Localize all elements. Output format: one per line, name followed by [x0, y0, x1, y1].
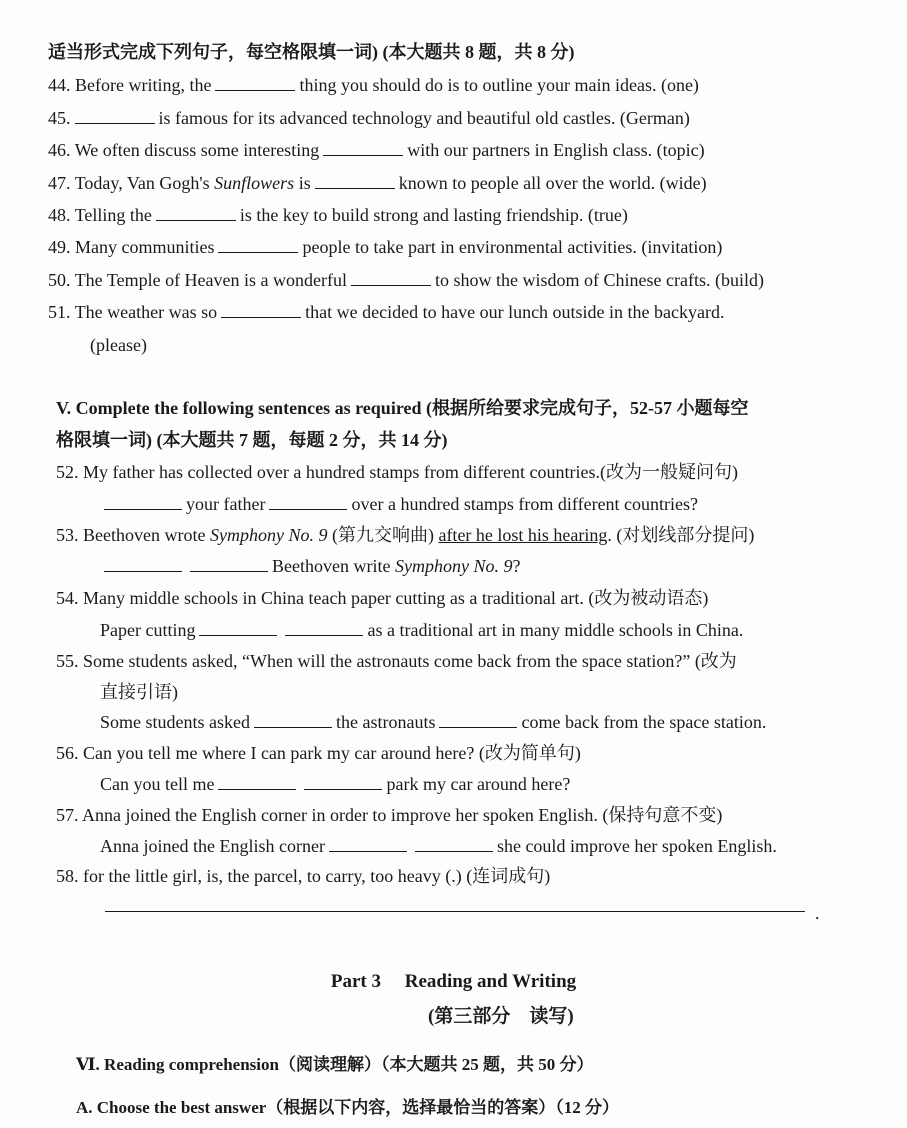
answer-blank[interactable] [415, 835, 493, 852]
answer-blank[interactable] [215, 74, 295, 91]
answer-blank[interactable] [75, 107, 155, 124]
answer-blank[interactable] [323, 139, 403, 156]
question-57-answer: Anna joined the English corner she could improve her spoken English. [100, 836, 777, 856]
question-54: 54. Many middle schools in China teach paper cutting as a traditional art. (改为被动语态) [56, 588, 709, 608]
question-52-answer: your father over a hundred stamps from different countries? [100, 492, 698, 516]
part-3-title: Part 3 Reading and Writing [330, 971, 577, 992]
answer-blank[interactable] [221, 301, 301, 318]
answer-blank[interactable] [104, 555, 182, 572]
question-50: 50. The Temple of Heaven is a wonderful to show the wisdom of Chinese crafts. (build) [48, 270, 764, 290]
section-iv-header: 适当形式完成下列句子，每空格限填一词) (本大题共 8 题，共 8 分) [48, 42, 575, 62]
section-a-header: A. Choose the best answer（根据以下内容，选择最恰当的答案）（12 分） [76, 1098, 620, 1117]
answer-blank[interactable] [199, 619, 277, 636]
question-46: 46. We often discuss some interesting with our partners in English class. (topic) [48, 140, 705, 160]
question-53: 53. Beethoven wrote Symphony No. 9 (第九交响曲) after he lost his hearing. (对划线部分提问) [56, 525, 755, 545]
question-45: 45. is famous for its advanced technology and beautiful old castles. (German) [48, 108, 690, 128]
question-49: 49. Many communities people to take part in environmental activities. (invitation) [48, 237, 723, 257]
answer-blank[interactable] [156, 204, 236, 221]
section-v-header-cont: 格限填一词) (本大题共 7 题，每题 2 分，共 14 分) [56, 430, 448, 450]
question-54-answer: Paper cutting as a traditional art in many middle schools in China. [100, 620, 744, 640]
answer-blank[interactable] [218, 236, 298, 253]
section-vi-header: Ⅵ. Reading comprehension（阅读理解）（本大题共 25 题，共 50 分） [76, 1055, 594, 1074]
question-56: 56. Can you tell me where I can park my car around here? (改为简单句) [56, 743, 581, 763]
answer-blank[interactable] [315, 172, 395, 189]
question-58: 58. for the little girl, is, the parcel, to carry, too heavy (.) (连词成句) [56, 866, 551, 886]
answer-line-period: . [815, 903, 820, 923]
answer-blank[interactable] [329, 835, 407, 852]
question-52: 52. My father has collected over a hundred stamps from different countries.(改为一般疑问句) [56, 462, 738, 482]
question-44: 44. Before writing, the thing you should do is to outline your main ideas. (one) [48, 75, 699, 95]
answer-blank[interactable] [439, 711, 517, 728]
question-51: 51. The weather was so that we decided to have our lunch outside in the backyard. [48, 302, 725, 322]
question-55-cont: 直接引语) [100, 682, 178, 702]
answer-blank[interactable] [190, 555, 268, 572]
answer-blank[interactable] [254, 711, 332, 728]
question-53-answer: Beethoven write Symphony No. 9? [100, 554, 520, 578]
question-55-answer: Some students asked the astronauts come back from the space station. [100, 712, 767, 732]
part-3-subtitle: (第三部分 读写) [428, 1006, 574, 1027]
question-57: 57. Anna joined the English corner in order to improve her spoken English. (保持句意不变) [56, 805, 723, 825]
section-v-header: V. Complete the following sentences as required (根据所给要求完成句子，52-57 小题每空 [56, 398, 749, 418]
answer-blank[interactable] [218, 773, 296, 790]
question-48: 48. Telling the is the key to build strong and lasting friendship. (true) [48, 205, 628, 225]
answer-blank[interactable] [351, 269, 431, 286]
question-47: 47. Today, Van Gogh's Sunflowers is known to people all over the world. (wide) [48, 173, 707, 193]
question-51-hint: (please) [90, 335, 147, 355]
answer-line[interactable] [105, 911, 805, 912]
question-56-answer: Can you tell me park my car around here? [100, 774, 571, 794]
answer-blank[interactable] [285, 619, 363, 636]
question-55: 55. Some students asked, “When will the astronauts come back from the space station?” (改为 [56, 651, 737, 671]
answer-blank[interactable] [304, 773, 382, 790]
answer-blank[interactable] [104, 493, 182, 510]
answer-blank[interactable] [269, 493, 347, 510]
